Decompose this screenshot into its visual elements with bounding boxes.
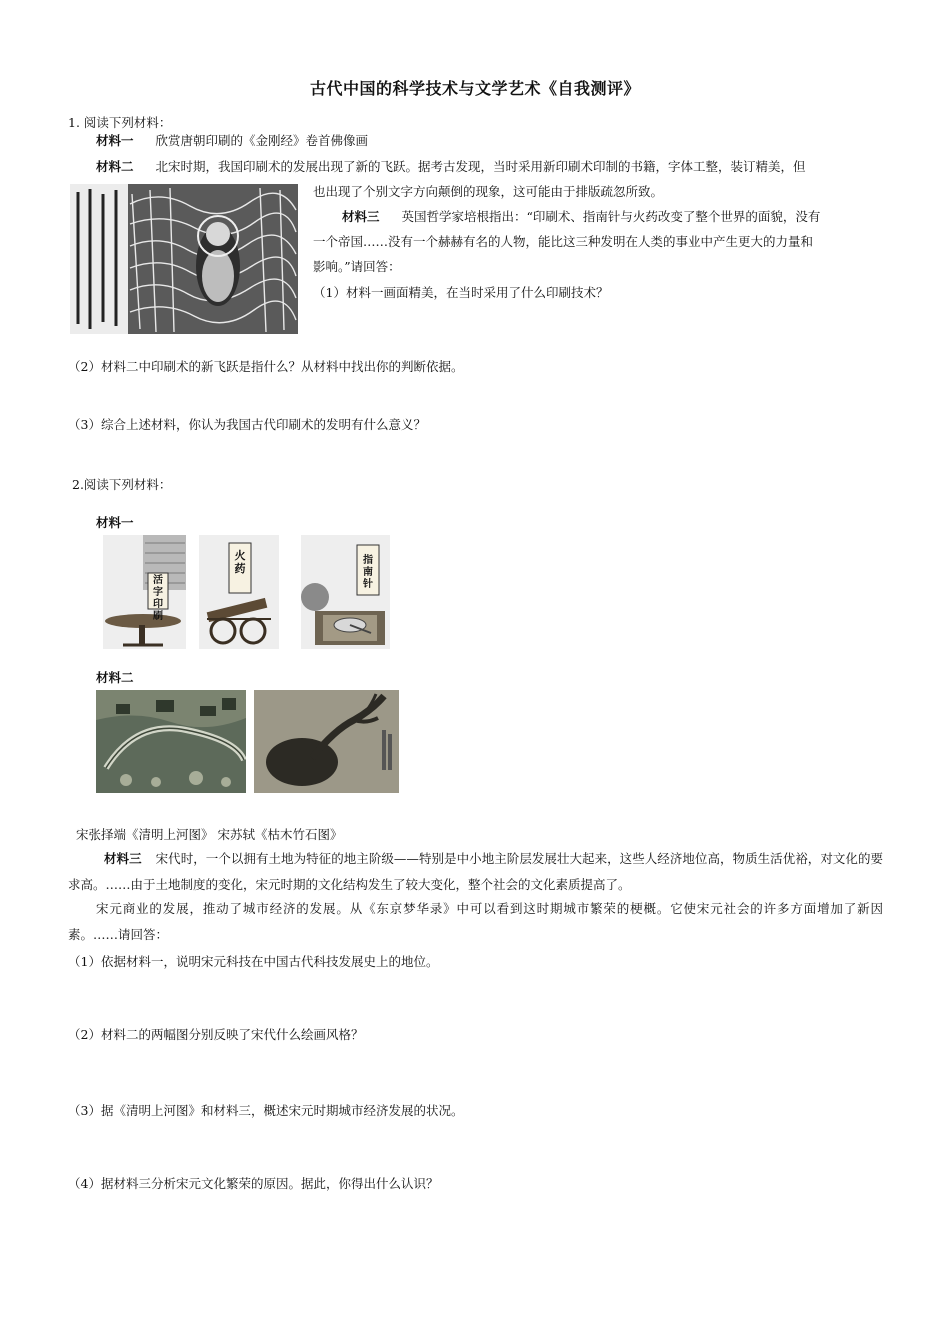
q1-material-3-line1 xyxy=(342,207,820,225)
page-title: 古代中国的科学技术与文学艺术《自我测评》 xyxy=(309,79,640,98)
q1-m3-text-2: 一个帝国……没有一个赫赫有名的人物，能比这三种发明在人类的事业中产生更大的力量和 xyxy=(313,234,814,249)
paintings-caption: 宋张择端《清明上河图》 宋苏轼《枯木竹石图》 xyxy=(76,827,343,842)
q2-m3-label: 材料三 xyxy=(104,851,142,866)
compass-label: 指南针 xyxy=(363,555,373,590)
q2-sub-question-3: （3）据《清明上河图》和材料三，概述宋元时期城市经济发展的状况。 xyxy=(68,1103,464,1118)
withered-tree-bamboo-rock-painting-image xyxy=(254,690,399,793)
q1-material-2-line1 xyxy=(96,157,806,175)
q1-m2-text-2: 也出现了个别文字方向颠倒的现象，这可能由于排版疏忽所致。 xyxy=(313,184,664,199)
q2-m3-text-1: 宋代时，一个以拥有土地为特征的地主阶级——特别是中小地主阶层发展壮大起来，这些人经济地位高，物质生活优裕，对文化的要求高。……由于土地制度的变化，宋元时期的文化结构发生了较大变化，整个社会的文化素质提高了。 xyxy=(68,851,883,892)
q2-sub-question-4: （4）据材料三分析宋元文化繁荣的原因。据此，你得出什么认识？ xyxy=(68,1176,439,1191)
q1-m2-label: 材料二 xyxy=(96,159,134,174)
q1-m3-label: 材料三 xyxy=(342,209,380,224)
movable-type-printing-image xyxy=(103,535,186,649)
q2-m1-label: 材料一 xyxy=(96,515,134,530)
compass-image xyxy=(301,535,390,649)
q1-sub-question-1: （1）材料一画面精美，在当时采用了什么印刷技术？ xyxy=(313,285,609,300)
q2-sub-question-1: （1）依据材料一，说明宋元科技在中国古代科技发展史上的地位。 xyxy=(68,954,439,969)
diamond-sutra-frontispiece-image xyxy=(70,184,298,334)
q2-material-3-paragraph-1 xyxy=(68,846,883,898)
q2-sub-question-2: （2）材料二的两幅图分别反映了宋代什么绘画风格？ xyxy=(68,1027,364,1042)
q1-sub-question-3: （3）综合上述材料，你认为我国古代印刷术的发明有什么意义？ xyxy=(68,417,426,432)
q1-m2-text-1: 北宋时期，我国印刷术的发展出现了新的飞跃。据考古发现，当时采用新印刷术印制的书籍，字体工整，装订精美，但 xyxy=(155,159,806,174)
q1-material-1 xyxy=(96,131,368,149)
q1-intro: 1. 阅读下列材料： xyxy=(68,115,172,130)
qingming-riverside-painting-image xyxy=(96,690,246,793)
q1-sub-question-2: （2）材料二中印刷术的新飞跃是指什么？从材料中找出你的判断依据。 xyxy=(68,359,464,374)
q2-intro: 2.阅读下列材料： xyxy=(72,477,172,492)
gunpowder-image xyxy=(199,535,279,649)
q1-m1-label: 材料一 xyxy=(96,133,134,148)
gunpowder-label: 火药 xyxy=(234,549,246,575)
q1-m1-text: 欣赏唐朝印刷的《金刚经》卷首佛像画 xyxy=(155,133,369,148)
q1-m3-text-3: 影响。”请回答： xyxy=(313,259,401,274)
movable-type-label: 活字印刷 xyxy=(153,575,163,622)
q2-m2-label: 材料二 xyxy=(96,670,134,685)
q1-m3-text-1: 英国哲学家培根指出：“印刷术、指南针与火药改变了整个世界的面貌，没有 xyxy=(401,209,821,224)
q2-material-3-paragraph-2: 宋元商业的发展，推动了城市经济的发展。从《东京梦华录》中可以看到这时期城市繁荣的梗概。它使宋元社会的许多方面增加了新因素。……请回答： xyxy=(68,901,883,942)
